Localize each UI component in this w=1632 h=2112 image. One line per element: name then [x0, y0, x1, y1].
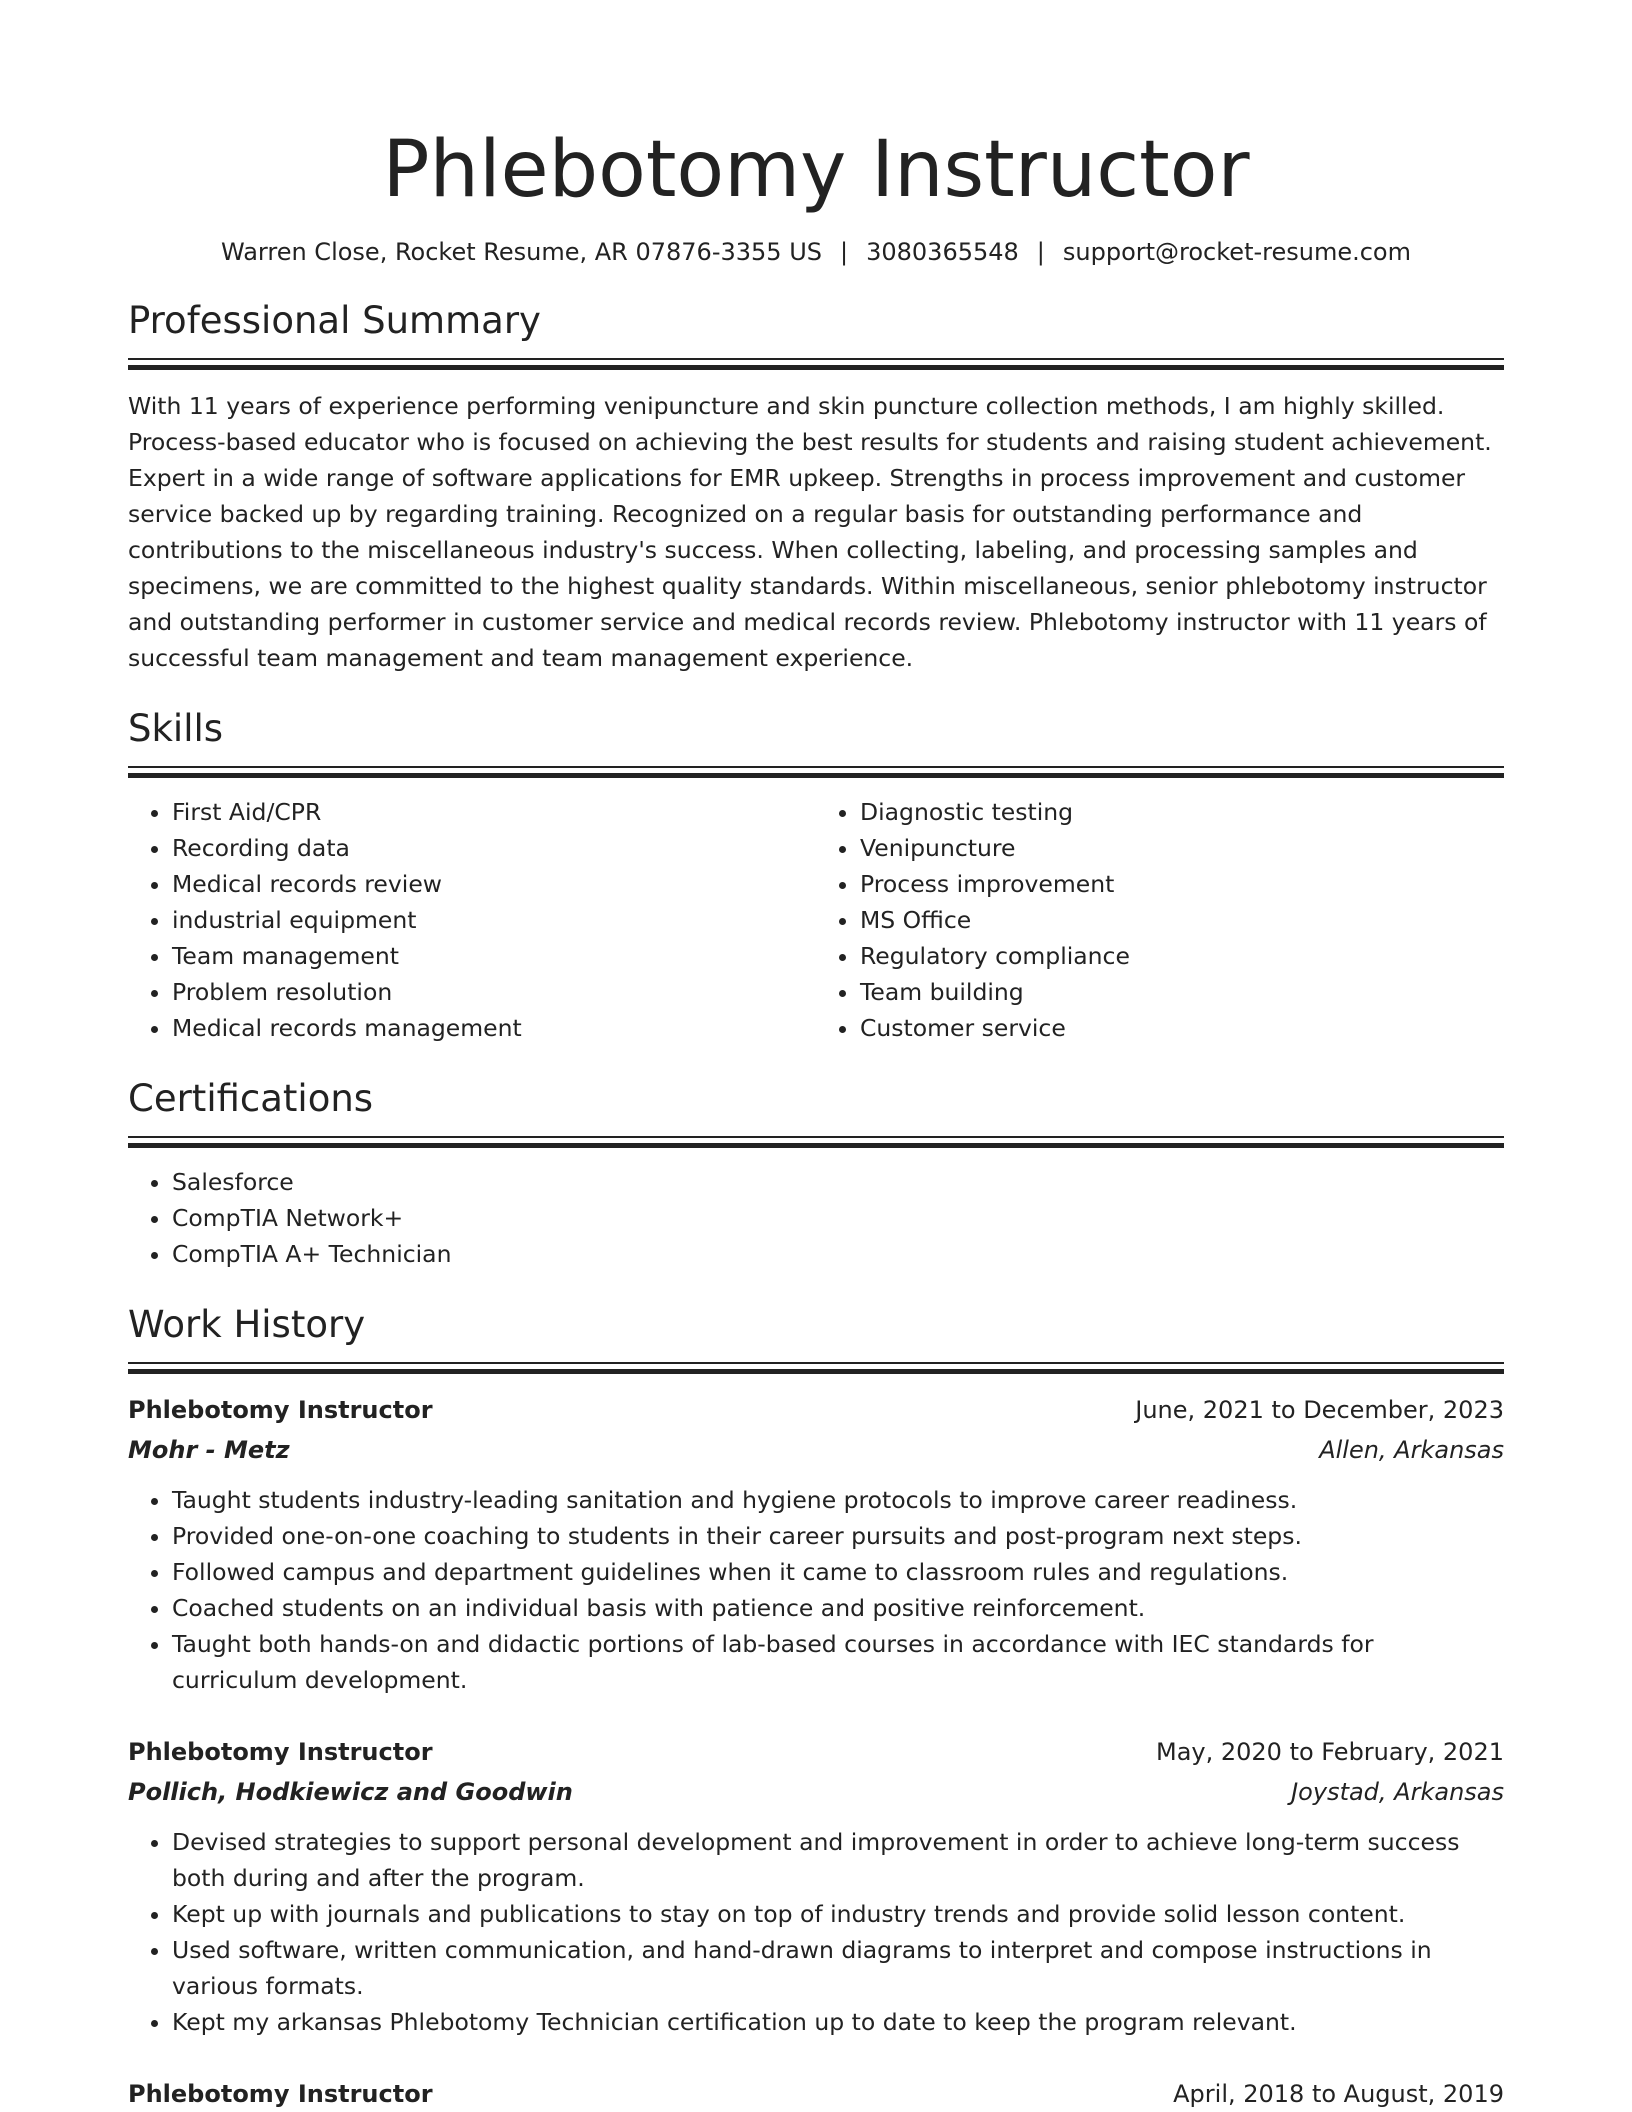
- job-duty: • Provided one-on-one coaching to students in their career pursuits and post-program next steps.: [172, 1518, 1504, 1554]
- section-divider: [128, 1136, 1504, 1150]
- job-header-row: [128, 1732, 1504, 1772]
- section-divider: [128, 766, 1504, 780]
- job-duty: • Followed campus and department guidelines when it came to classroom rules and regulations.: [172, 1554, 1504, 1590]
- skill-item: • First Aid/CPR: [172, 794, 816, 830]
- job-entry: [128, 1390, 1504, 1698]
- job-subheader-row: [128, 1430, 1504, 1470]
- work-section-head: [128, 1300, 1504, 1376]
- section-divider: [128, 358, 1504, 372]
- skill-item: • Venipuncture: [860, 830, 1504, 866]
- skills-list-left: [128, 794, 816, 1046]
- skill-item: • Medical records management: [172, 1010, 816, 1046]
- job-location: Joystad, Arkansas: [1291, 1778, 1504, 1806]
- contact-separator: |: [1036, 238, 1045, 266]
- job-title: Phlebotomy Instructor: [128, 1396, 433, 1424]
- skill-item: • Diagnostic testing: [860, 794, 1504, 830]
- job-duty: • Taught both hands-on and didactic portions of lab-based courses in accordance with IEC standards for curriculum development.: [172, 1626, 1504, 1698]
- job-duties-list: [128, 1482, 1504, 1698]
- summary-heading: Professional Summary: [128, 299, 541, 342]
- certifications-heading: Certifications: [128, 1077, 374, 1120]
- job-duty: • Used software, written communication, and hand-drawn diagrams to interpret and compose instructions in various formats.: [172, 1932, 1504, 2004]
- job-duty: • Kept my arkansas Phlebotomy Technician certification up to date to keep the program relevant.: [172, 2004, 1504, 2040]
- job-company: Mohr - Metz: [128, 1436, 290, 1464]
- job-duty: • Devised strategies to support personal development and improvement in order to achieve long-term success both during and after the program.: [172, 1824, 1504, 1896]
- job-duties-list: [128, 1824, 1504, 2040]
- skills-section-head: [128, 704, 1504, 780]
- skill-item: • Team management: [172, 938, 816, 974]
- job-duty: • Taught students industry-leading sanitation and hygiene protocols to improve career readiness.: [172, 1482, 1504, 1518]
- certification-item: • CompTIA Network+: [172, 1200, 1504, 1236]
- skill-item: • Customer service: [860, 1010, 1504, 1046]
- certifications-list: [128, 1164, 1504, 1272]
- job-dates: June, 2021 to December, 2023: [1135, 1396, 1504, 1424]
- work-heading: Work History: [128, 1303, 366, 1346]
- job-title: Phlebotomy Instructor: [128, 2080, 433, 2108]
- job-title: Phlebotomy Instructor: [128, 1738, 433, 1766]
- job-duty: • Kept up with journals and publications to stay on top of industry trends and provide solid lesson content.: [172, 1896, 1504, 1932]
- certifications-section-head: [128, 1074, 1504, 1150]
- contact-separator: |: [840, 238, 849, 266]
- section-divider: [128, 1362, 1504, 1376]
- job-subheader-row: [128, 1772, 1504, 1812]
- contact-address: Warren Close, Rocket Resume, AR 07876-3355 US: [221, 238, 822, 266]
- summary-text: With 11 years of experience performing venipuncture and skin puncture collection methods, I am highly skilled. Process-based educator who is focused on achieving the best results for students and raising student achievement. Expert in a wide range of software applications for EMR upkeep. Strengths in process improvement and customer service backed up by regarding training. Recognized on a regular basis for outstanding performance and contributions to the miscellaneous industry's success. When collecting, labeling, and processing samples and specimens, we are committed to the highest quality standards. Within miscellaneous, senior phlebotomy instructor and outstanding performer in customer service and medical records review. Phlebotomy instructor with 11 years of successful team management and team management experience.: [128, 392, 1492, 672]
- job-dates: April, 2018 to August, 2019: [1173, 2080, 1504, 2108]
- certification-item: • CompTIA A+ Technician: [172, 1236, 1504, 1272]
- resume-title: Phlebotomy Instructor: [382, 125, 1250, 215]
- job-entry: [128, 2074, 1504, 2112]
- skill-item: • industrial equipment: [172, 902, 816, 938]
- skill-item: • Recording data: [172, 830, 816, 866]
- contact-phone: 3080365548: [866, 238, 1019, 266]
- job-company: Pollich, Hodkiewicz and Goodwin: [128, 1778, 573, 1806]
- job-entry: [128, 1732, 1504, 2040]
- contact-email: support@rocket-resume.com: [1062, 238, 1411, 266]
- job-location: Allen, Arkansas: [1319, 1436, 1504, 1464]
- job-dates: May, 2020 to February, 2021: [1156, 1738, 1504, 1766]
- skill-item: • Regulatory compliance: [860, 938, 1504, 974]
- skill-item: • Medical records review: [172, 866, 816, 902]
- job-header-row: [128, 1390, 1504, 1430]
- skill-item: • MS Office: [860, 902, 1504, 938]
- job-duty: • Coached students on an individual basis with patience and positive reinforcement.: [172, 1590, 1504, 1626]
- skill-item: • Team building: [860, 974, 1504, 1010]
- skills-grid: [128, 780, 1504, 1046]
- skills-list-right: [816, 794, 1504, 1046]
- summary-section-head: [128, 296, 1504, 372]
- contact-line: [128, 236, 1504, 268]
- skill-item: • Problem resolution: [172, 974, 816, 1010]
- job-header-row: [128, 2074, 1504, 2112]
- skills-heading: Skills: [128, 707, 224, 750]
- certification-item: • Salesforce: [172, 1164, 1504, 1200]
- skill-item: • Process improvement: [860, 866, 1504, 902]
